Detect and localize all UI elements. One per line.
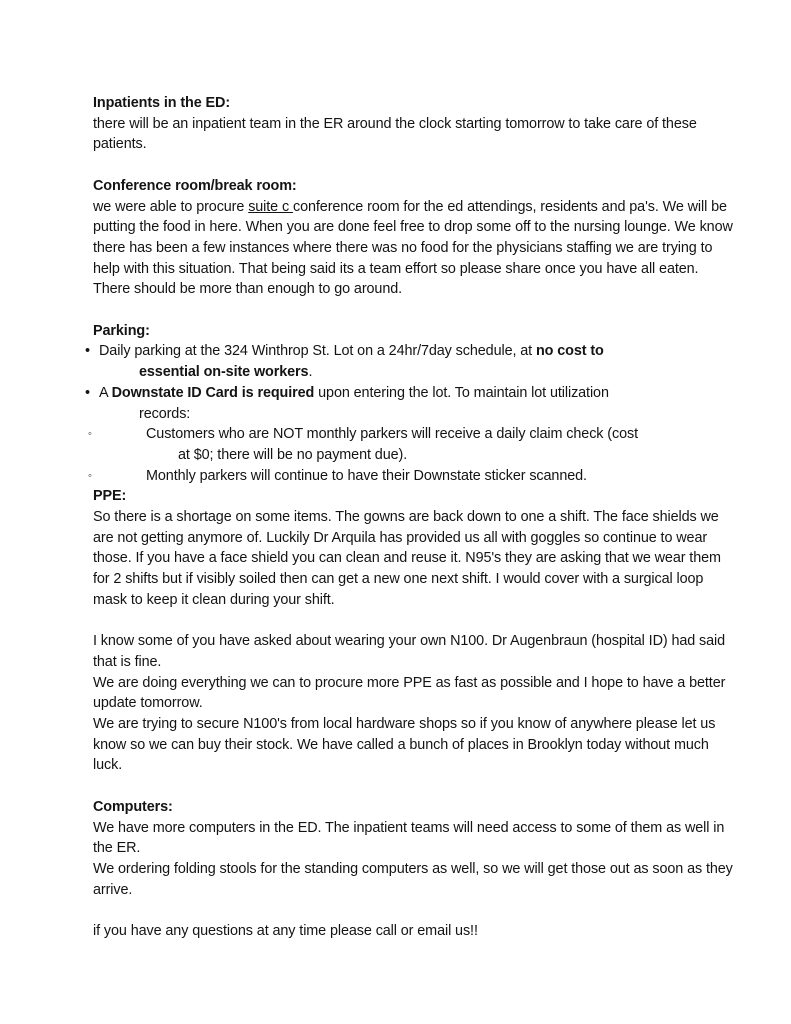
computers-heading: Computers: xyxy=(93,798,173,815)
parking-bullet-2: • A Downstate ID Card is required upon entering the lot. To maintain lot utilization records: xyxy=(93,383,733,424)
parking-subbullet-1: ◦ Customers who are NOT monthly parkers will receive a daily claim check (cost at $0; there will be no payment due). xyxy=(93,424,733,465)
sub-bullet-icon: ◦ xyxy=(88,428,92,441)
document-body xyxy=(85,93,733,942)
inpatients-text: there will be an inpatient team in the ER around the clock starting tomorrow to take care of these patients. xyxy=(93,115,697,153)
parking-subbullet-2: ◦ Monthly parkers will continue to have their Downstate sticker scanned. xyxy=(93,466,733,487)
ppe-paragraph-3: We are doing everything we can to procure more PPE as fast as possible and I hope to have a better update tomorrow. xyxy=(93,674,726,712)
closing-text: if you have any questions at any time please call or email us!! xyxy=(93,923,478,940)
computers-paragraph-2: We ordering folding stools for the standing computers as well, so we will get those out as soon as they arrive. xyxy=(93,860,733,898)
ppe-heading: PPE: xyxy=(93,488,127,505)
bullet-icon: • xyxy=(85,343,90,360)
suite-c-link: suite c xyxy=(248,198,293,215)
ppe-paragraph-1: So there is a shortage on some items. The gowns are back down to one a shift. The face shields we are not getting anymore of. Luckily Dr Arquila has provided us all with goggles so continue to wear those. If you have a face shield you can clean and reuse it. N95's they are asking that we wear them for 2 shifts but if visibly soiled then can get a new one next shift. I would cover with a surgical loop mask to keep it clean during your shift. xyxy=(93,509,721,608)
ppe-paragraph-4: We are trying to secure N100's from local hardware shops so if you know of anywhere please let us know so we can buy their stock. We have called a bunch of places in Brooklyn today without much luck. xyxy=(93,716,716,774)
conference-heading: Conference room/break room: xyxy=(93,177,297,194)
parking-heading: Parking: xyxy=(93,322,150,339)
sub-bullet-icon: ◦ xyxy=(88,469,92,482)
conference-text: we were able to procure suite c conference room for the ed attendings, residents and pa's. We will be putting the food in here. When you are done feel free to drop some off to the nursing lounge. We know there has been a few instances where there was no food for the physicians staffing we are trying to help with this situation. That being said its a team effort so please share once you have all eaten. There should be more than enough to go around. xyxy=(93,198,733,298)
ppe-paragraph-2: I know some of you have asked about wearing your own N100. Dr Augenbraun (hospital ID) had said that is fine. xyxy=(93,633,726,670)
parking-bullet-1: • Daily parking at the 324 Winthrop St. Lot on a 24hr/7day schedule, at no cost to essential on-site workers. xyxy=(93,341,733,382)
computers-paragraph-1: We have more computers in the ED. The inpatient teams will need access to some of them as well in the ER. xyxy=(93,819,725,857)
bullet-icon: • xyxy=(85,384,90,401)
inpatients-heading: Inpatients in the ED: xyxy=(93,95,231,111)
